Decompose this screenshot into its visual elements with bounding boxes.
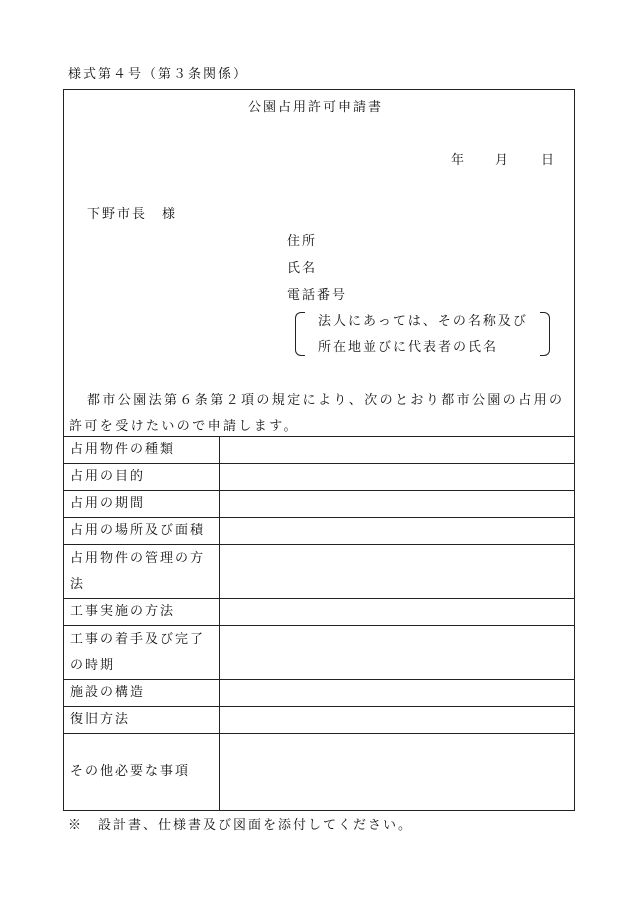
- table-row: [64, 680, 575, 707]
- row-label: その他必要な事項: [64, 734, 220, 811]
- row-label: 工事の着手及び完了の時期: [64, 626, 220, 680]
- table-row: [64, 734, 575, 811]
- table-row: [64, 707, 575, 734]
- table-row: [64, 599, 575, 626]
- occupancy-details-table: [63, 436, 575, 811]
- form-title: 公園占用許可申請書: [248, 100, 384, 115]
- row-value-field[interactable]: [220, 599, 575, 626]
- table-row: [64, 626, 575, 680]
- row-value-field[interactable]: [220, 545, 575, 599]
- body-text-line1: 都市公園法第６条第２項の規定により、次のとおり都市公園の占用の: [87, 393, 565, 408]
- date-month-field[interactable]: 月: [495, 153, 511, 168]
- row-value-field[interactable]: [220, 707, 575, 734]
- form-frame: [63, 89, 575, 436]
- date-day-field[interactable]: 日: [541, 153, 557, 168]
- bracket-right: [540, 312, 550, 356]
- row-label: 占用の目的: [64, 464, 220, 491]
- attachment-note: ※ 設計書、仕様書及び図面を添付してください。: [68, 818, 414, 833]
- row-label: 施設の構造: [64, 680, 220, 707]
- row-value-field[interactable]: [220, 680, 575, 707]
- corp-note-line2: 所在地並びに代表者の氏名: [318, 340, 499, 355]
- addressee: 下野市長 様: [87, 207, 178, 222]
- row-label: 占用物件の管理の方法: [64, 545, 220, 599]
- row-value-field[interactable]: [220, 491, 575, 518]
- row-label: 占用の場所及び面積: [64, 518, 220, 545]
- date-year-field[interactable]: 年: [451, 153, 467, 168]
- table-row: [64, 464, 575, 491]
- bracket-left: [295, 312, 305, 356]
- form-number-label: 様式第４号（第３条関係）: [68, 67, 249, 82]
- table-row: [64, 518, 575, 545]
- row-label: 復旧方法: [64, 707, 220, 734]
- row-label: 工事実施の方法: [64, 599, 220, 626]
- applicant-address-field[interactable]: 住所: [287, 234, 318, 249]
- table-row: [64, 491, 575, 518]
- body-text-line2: 許可を受けたいので申請します。: [69, 419, 299, 434]
- applicant-phone-field[interactable]: 電話番号: [287, 288, 348, 303]
- row-value-field[interactable]: [220, 518, 575, 545]
- table-row: [64, 545, 575, 599]
- corp-note-line1: 法人にあっては、その名称及び: [318, 314, 528, 329]
- row-value-field[interactable]: [220, 734, 575, 811]
- row-label: 占用の期間: [64, 491, 220, 518]
- row-value-field[interactable]: [220, 464, 575, 491]
- applicant-name-field[interactable]: 氏名: [287, 261, 318, 276]
- row-value-field[interactable]: [220, 437, 575, 464]
- table-row: [64, 437, 575, 464]
- row-label: 占用物件の種類: [64, 437, 220, 464]
- row-value-field[interactable]: [220, 626, 575, 680]
